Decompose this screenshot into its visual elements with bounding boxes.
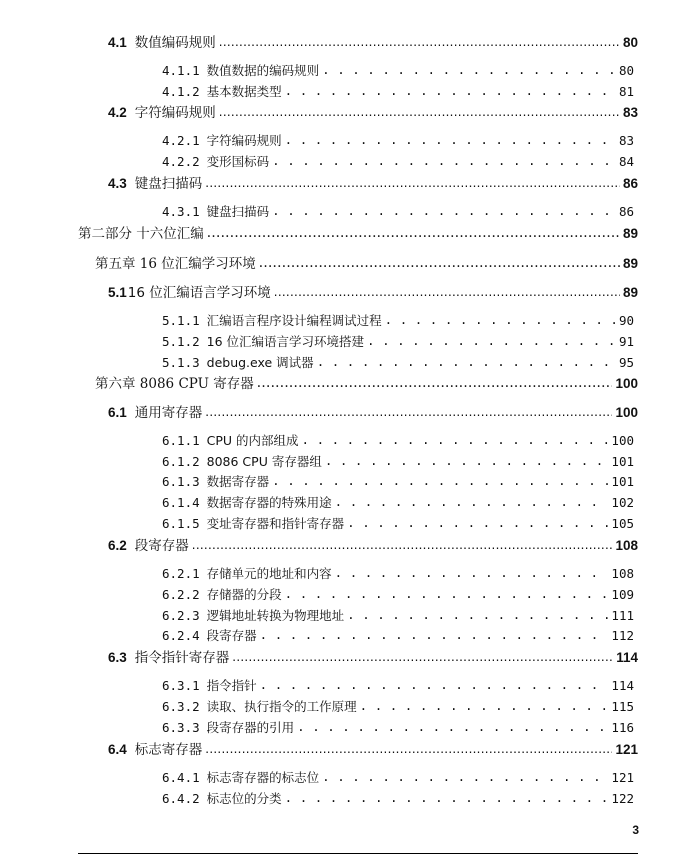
toc-entry-title: 数值编码规则 — [134, 35, 216, 51]
dot-leader — [347, 605, 608, 625]
toc-entry-title: 16 位汇编语言学习环境 — [127, 285, 271, 301]
dot-leader — [285, 81, 616, 101]
toc-entry-page: 91 — [618, 334, 634, 349]
dot-leader — [207, 223, 620, 243]
toc-entry-title: 汇编语言程序设计编程调试过程 — [206, 313, 382, 328]
toc-entry-title: 基本数据类型 — [206, 84, 282, 99]
toc-entry-subsection[interactable] — [162, 697, 634, 717]
toc-entry-subsection[interactable] — [162, 131, 634, 151]
toc-entry-title: debug.exe 调试器 — [206, 355, 314, 370]
dot-leader — [272, 471, 608, 491]
toc-entry-subsection[interactable] — [162, 332, 634, 352]
toc-entry-number: 4.1.2 — [162, 84, 200, 99]
toc-entry-subsection[interactable] — [162, 431, 634, 451]
toc-entry-number: 6.1.4 — [162, 495, 200, 510]
toc-entry-chapter[interactable] — [95, 374, 638, 394]
toc-entry-number: 6.1 — [108, 405, 127, 420]
toc-entry-number: 6.2 — [108, 538, 127, 553]
toc-entry-number: 6.1.2 — [162, 454, 200, 469]
toc-entry-section[interactable] — [108, 174, 638, 194]
toc-entry-subsection[interactable] — [162, 606, 634, 626]
dot-leader — [322, 60, 616, 80]
toc-entry-subsection[interactable] — [162, 202, 634, 222]
toc-entry-number: 6.4 — [108, 742, 127, 757]
toc-entry-number: 6.1.5 — [162, 516, 200, 531]
toc-entry-number: 6.1.3 — [162, 474, 200, 489]
dot-leader — [367, 331, 616, 351]
toc-entry-number: 4.1 — [108, 35, 127, 50]
toc-entry-section[interactable] — [108, 33, 638, 53]
dot-leader — [219, 102, 620, 122]
toc-entry-number: 6.3.2 — [162, 699, 200, 714]
toc-entry-section[interactable] — [108, 403, 638, 423]
dot-leader — [335, 492, 609, 512]
toc-entry-title: 第五章 16 位汇编学习环境 — [95, 256, 256, 272]
dot-leader — [285, 584, 609, 604]
toc-entry-section[interactable] — [108, 283, 638, 303]
toc-entry-page: 100 — [615, 376, 638, 391]
dot-leader — [285, 788, 609, 808]
toc-entry-chapter[interactable] — [95, 254, 638, 274]
toc-entry-page: 90 — [618, 313, 634, 328]
dot-leader — [272, 201, 616, 221]
toc-entry-number: 4.1.1 — [162, 63, 200, 78]
dot-leader — [285, 130, 616, 150]
toc-entry-page: 114 — [616, 650, 638, 665]
toc-entry-page: 81 — [618, 84, 634, 99]
toc-entry-number: 6.2.3 — [162, 608, 200, 623]
toc-entry-page: 108 — [615, 538, 638, 553]
toc-entry-page: 101 — [611, 474, 634, 489]
toc-entry-title: 段寄存器的引用 — [206, 720, 295, 735]
toc-entry-title: 通用寄存器 — [134, 405, 203, 421]
toc-entry-title: 存储器的分段 — [206, 587, 282, 602]
toc-entry-title: 存储单元的地址和内容 — [206, 566, 332, 581]
toc-entry-title: 变址寄存器和指针寄存器 — [206, 516, 345, 531]
dot-leader — [322, 767, 608, 787]
toc-entry-page: 101 — [611, 454, 634, 469]
toc-entry-number: 6.3.3 — [162, 720, 200, 735]
toc-entry-subsection[interactable] — [162, 626, 634, 646]
page-number: 3 — [632, 823, 639, 837]
toc-entry-page: 86 — [618, 204, 634, 219]
toc-entry-title: 变形国标码 — [206, 154, 270, 169]
toc-entry-page: 95 — [618, 355, 634, 370]
toc-entry-title: 标志寄存器的标志位 — [206, 770, 320, 785]
toc-entry-title: 键盘扫描码 — [134, 176, 203, 192]
toc-entry-number: 6.1.1 — [162, 433, 200, 448]
toc-entry-page: 122 — [611, 791, 634, 806]
toc-entry-title: 字符编码规则 — [206, 133, 282, 148]
toc-entry-title: 标志位的分类 — [206, 791, 282, 806]
toc-entry-title: 16 位汇编语言学习环境搭建 — [206, 334, 365, 349]
toc-entry-page: 83 — [618, 133, 634, 148]
toc-entry-page: 121 — [611, 770, 634, 785]
toc-entry-page: 100 — [615, 405, 638, 420]
toc-entry-page: 108 — [611, 566, 634, 581]
toc-entry-page: 121 — [615, 742, 638, 757]
dot-leader — [259, 253, 620, 273]
toc-entry-number: 4.2 — [108, 105, 127, 120]
dot-leader — [219, 32, 620, 52]
toc-entry-title: 逻辑地址转换为物理地址 — [206, 608, 345, 623]
toc-entry-subsection[interactable] — [162, 564, 634, 584]
toc-entry-part[interactable] — [78, 224, 638, 244]
dot-leader — [272, 151, 616, 171]
toc-entry-subsection[interactable] — [162, 493, 634, 513]
toc-entry-page: 115 — [611, 699, 634, 714]
toc-entry-number: 6.2.4 — [162, 628, 200, 643]
dot-leader — [317, 352, 616, 372]
toc-entry-section[interactable] — [108, 103, 638, 123]
toc-entry-page: 80 — [618, 63, 634, 78]
toc-entry-subsection[interactable] — [162, 353, 634, 373]
toc-entry-title: 8086 CPU 寄存器组 — [206, 454, 322, 469]
toc-entry-title: 读取、执行指令的工作原理 — [206, 699, 357, 714]
toc-entry-subsection[interactable] — [162, 789, 634, 809]
toc-entry-number: 5.1.3 — [162, 355, 200, 370]
toc-entry-number: 4.3.1 — [162, 204, 200, 219]
toc-entry-number: 6.2.2 — [162, 587, 200, 602]
toc-entry-subsection[interactable] — [162, 676, 634, 696]
toc-entry-subsection[interactable] — [162, 82, 634, 102]
toc-entry-page: 105 — [611, 516, 634, 531]
toc-entry-page: 109 — [611, 587, 634, 602]
toc-entry-section[interactable] — [108, 536, 638, 556]
toc-entry-title: 段寄存器 — [134, 538, 189, 554]
toc-entry-page: 100 — [611, 433, 634, 448]
footer-divider — [78, 853, 638, 854]
toc-entry-subsection[interactable] — [162, 311, 634, 331]
toc-entry-number: 4.2.1 — [162, 133, 200, 148]
toc-entry-title: 第六章 8086 CPU 寄存器 — [95, 376, 254, 392]
dot-leader — [260, 625, 609, 645]
dot-leader — [192, 535, 613, 555]
toc-entry-title: 指令指针寄存器 — [134, 650, 230, 666]
dot-leader — [347, 513, 608, 533]
toc-entry-number: 5.1.2 — [162, 334, 200, 349]
dot-leader — [205, 402, 612, 422]
toc-entry-page: 112 — [611, 628, 634, 643]
dot-leader — [257, 373, 613, 393]
toc-entry-title: CPU 的内部组成 — [206, 433, 299, 448]
toc-entry-number: 6.2.1 — [162, 566, 200, 581]
toc-entry-subsection[interactable] — [162, 152, 634, 172]
toc-entry-page: 102 — [611, 495, 634, 510]
toc-entry-title: 标志寄存器 — [134, 742, 203, 758]
toc-entry-page: 89 — [622, 285, 638, 300]
dot-leader — [385, 310, 616, 330]
toc-entry-number: 4.2.2 — [162, 154, 200, 169]
toc-entry-title: 字符编码规则 — [134, 105, 216, 121]
toc-entry-title: 指令指针 — [206, 678, 257, 693]
toc-entry-number: 6.3 — [108, 650, 127, 665]
dot-leader — [325, 451, 609, 471]
dot-leader — [205, 173, 620, 193]
toc-entry-section[interactable] — [108, 740, 638, 760]
toc-entry-number: 6.4.1 — [162, 770, 200, 785]
dot-leader — [335, 563, 609, 583]
toc-entry-section[interactable] — [108, 648, 638, 668]
toc-entry-page: 89 — [622, 256, 638, 271]
toc-entry-title: 数据寄存器的特殊用途 — [206, 495, 332, 510]
dot-leader — [205, 739, 612, 759]
toc-entry-title: 段寄存器 — [206, 628, 257, 643]
toc-entry-number: 5.1 — [108, 285, 127, 300]
dot-leader — [302, 430, 609, 450]
toc-entry-subsection[interactable] — [162, 585, 634, 605]
dot-leader — [360, 696, 609, 716]
toc-entry-title: 第二部分 十六位汇编 — [78, 226, 204, 242]
dot-leader — [232, 647, 613, 667]
toc-entry-page: 89 — [622, 226, 638, 241]
toc-entry-page: 83 — [622, 105, 638, 120]
dot-leader — [274, 282, 620, 302]
toc-entry-subsection[interactable] — [162, 718, 634, 738]
toc-entry-page: 84 — [618, 154, 634, 169]
toc-entry-number: 6.3.1 — [162, 678, 200, 693]
toc-entry-number: 4.3 — [108, 176, 127, 191]
toc-entry-title: 数值数据的编码规则 — [206, 63, 320, 78]
toc-entry-number: 6.4.2 — [162, 791, 200, 806]
toc-entry-title: 数据寄存器 — [206, 474, 270, 489]
toc-entry-number: 5.1.1 — [162, 313, 200, 328]
toc-entry-subsection[interactable] — [162, 514, 634, 534]
dot-leader — [297, 717, 608, 737]
dot-leader — [260, 675, 609, 695]
toc-entry-subsection[interactable] — [162, 472, 634, 492]
toc-entry-page: 80 — [622, 35, 638, 50]
toc-entry-page: 111 — [611, 608, 634, 623]
toc-entry-page: 114 — [611, 678, 634, 693]
toc-entry-page: 116 — [611, 720, 634, 735]
toc-entry-subsection[interactable] — [162, 768, 634, 788]
toc-entry-subsection[interactable] — [162, 61, 634, 81]
toc-entry-page: 86 — [622, 176, 638, 191]
toc-entry-subsection[interactable] — [162, 452, 634, 472]
toc-entry-title: 键盘扫描码 — [206, 204, 270, 219]
